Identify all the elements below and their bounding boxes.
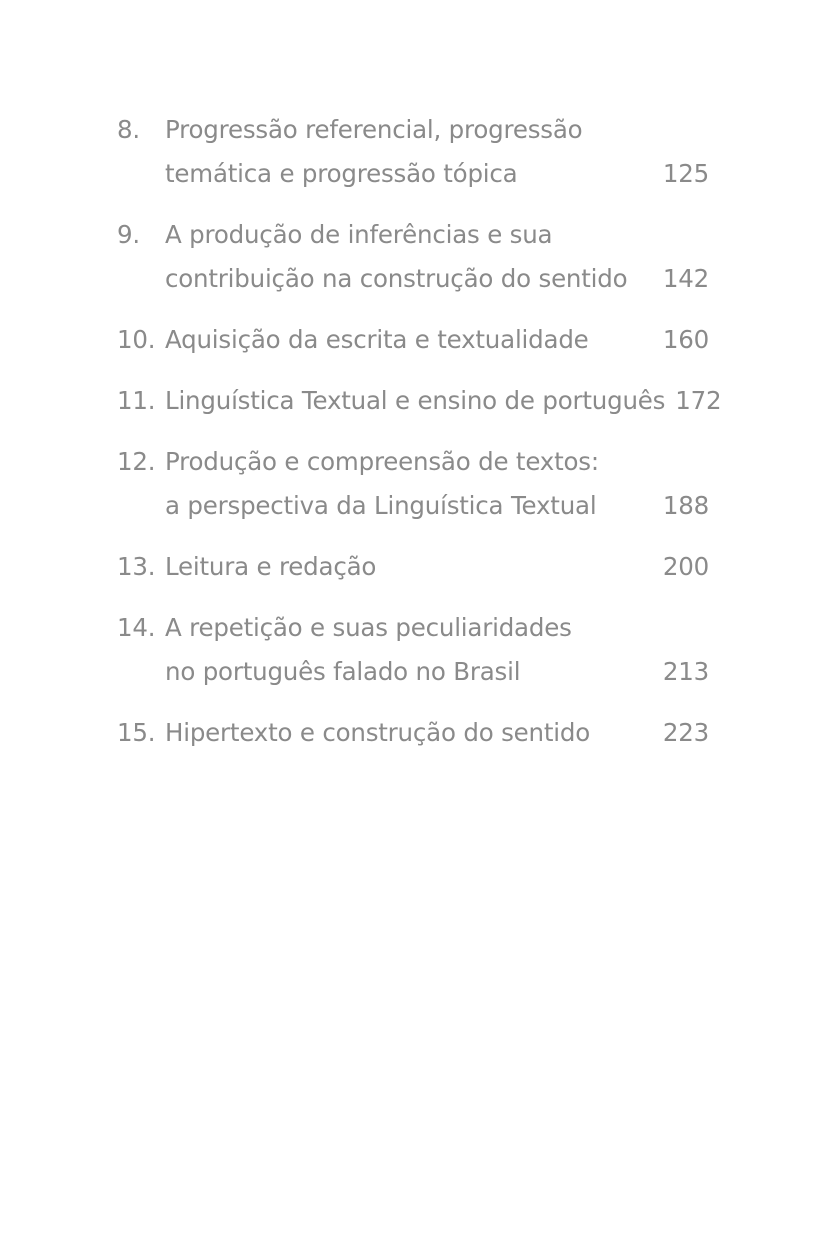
chapter-title-line: Aquisição da escrita e textualidade (165, 325, 589, 354)
chapter-title-line: Hipertexto e construção do sentido (165, 718, 590, 747)
toc-entry-14[interactable] (117, 606, 709, 694)
toc-entry-13[interactable] (117, 545, 709, 589)
toc-entry-15[interactable] (117, 711, 709, 755)
chapter-number: 8. (117, 115, 140, 144)
chapter-title-line: A repetição e suas peculiaridades (165, 613, 572, 642)
page-number: 142 (662, 264, 709, 293)
toc-entry-10[interactable] (117, 318, 709, 362)
chapter-title-line: contribuição na construção do sentido (165, 264, 628, 293)
toc-entry-12[interactable] (117, 440, 709, 528)
page-number: 213 (662, 657, 709, 686)
chapter-title-line: temática e progressão tópica (165, 159, 518, 188)
chapter-number: 13. (117, 552, 156, 581)
chapter-title-line: A produção de inferências e sua (165, 220, 553, 249)
chapter-number: 10. (117, 325, 156, 354)
page-number: 172 (675, 386, 722, 415)
chapter-title-line: no português falado no Brasil (165, 657, 521, 686)
page-number: 160 (662, 325, 709, 354)
page-number: 223 (662, 718, 709, 747)
chapter-title-line: Progressão referencial, progressão (165, 115, 583, 144)
table-of-contents (117, 108, 722, 755)
chapter-title-line: Linguística Textual e ensino de português (165, 386, 666, 415)
toc-entry-8[interactable] (117, 108, 709, 196)
chapter-number: 12. (117, 447, 156, 476)
chapter-number: 15. (117, 718, 156, 747)
page-number: 200 (662, 552, 709, 581)
toc-entry-9[interactable] (117, 213, 709, 301)
chapter-number: 11. (117, 386, 156, 415)
page-number: 125 (662, 159, 709, 188)
chapter-title-line: a perspectiva da Linguística Textual (165, 491, 597, 520)
chapter-title-line: Produção e compreensão de textos: (165, 447, 599, 476)
chapter-number: 9. (117, 220, 140, 249)
chapter-number: 14. (117, 613, 156, 642)
page-number: 188 (662, 491, 709, 520)
chapter-title-line: Leitura e redação (165, 552, 377, 581)
toc-entry-11[interactable] (117, 379, 722, 423)
